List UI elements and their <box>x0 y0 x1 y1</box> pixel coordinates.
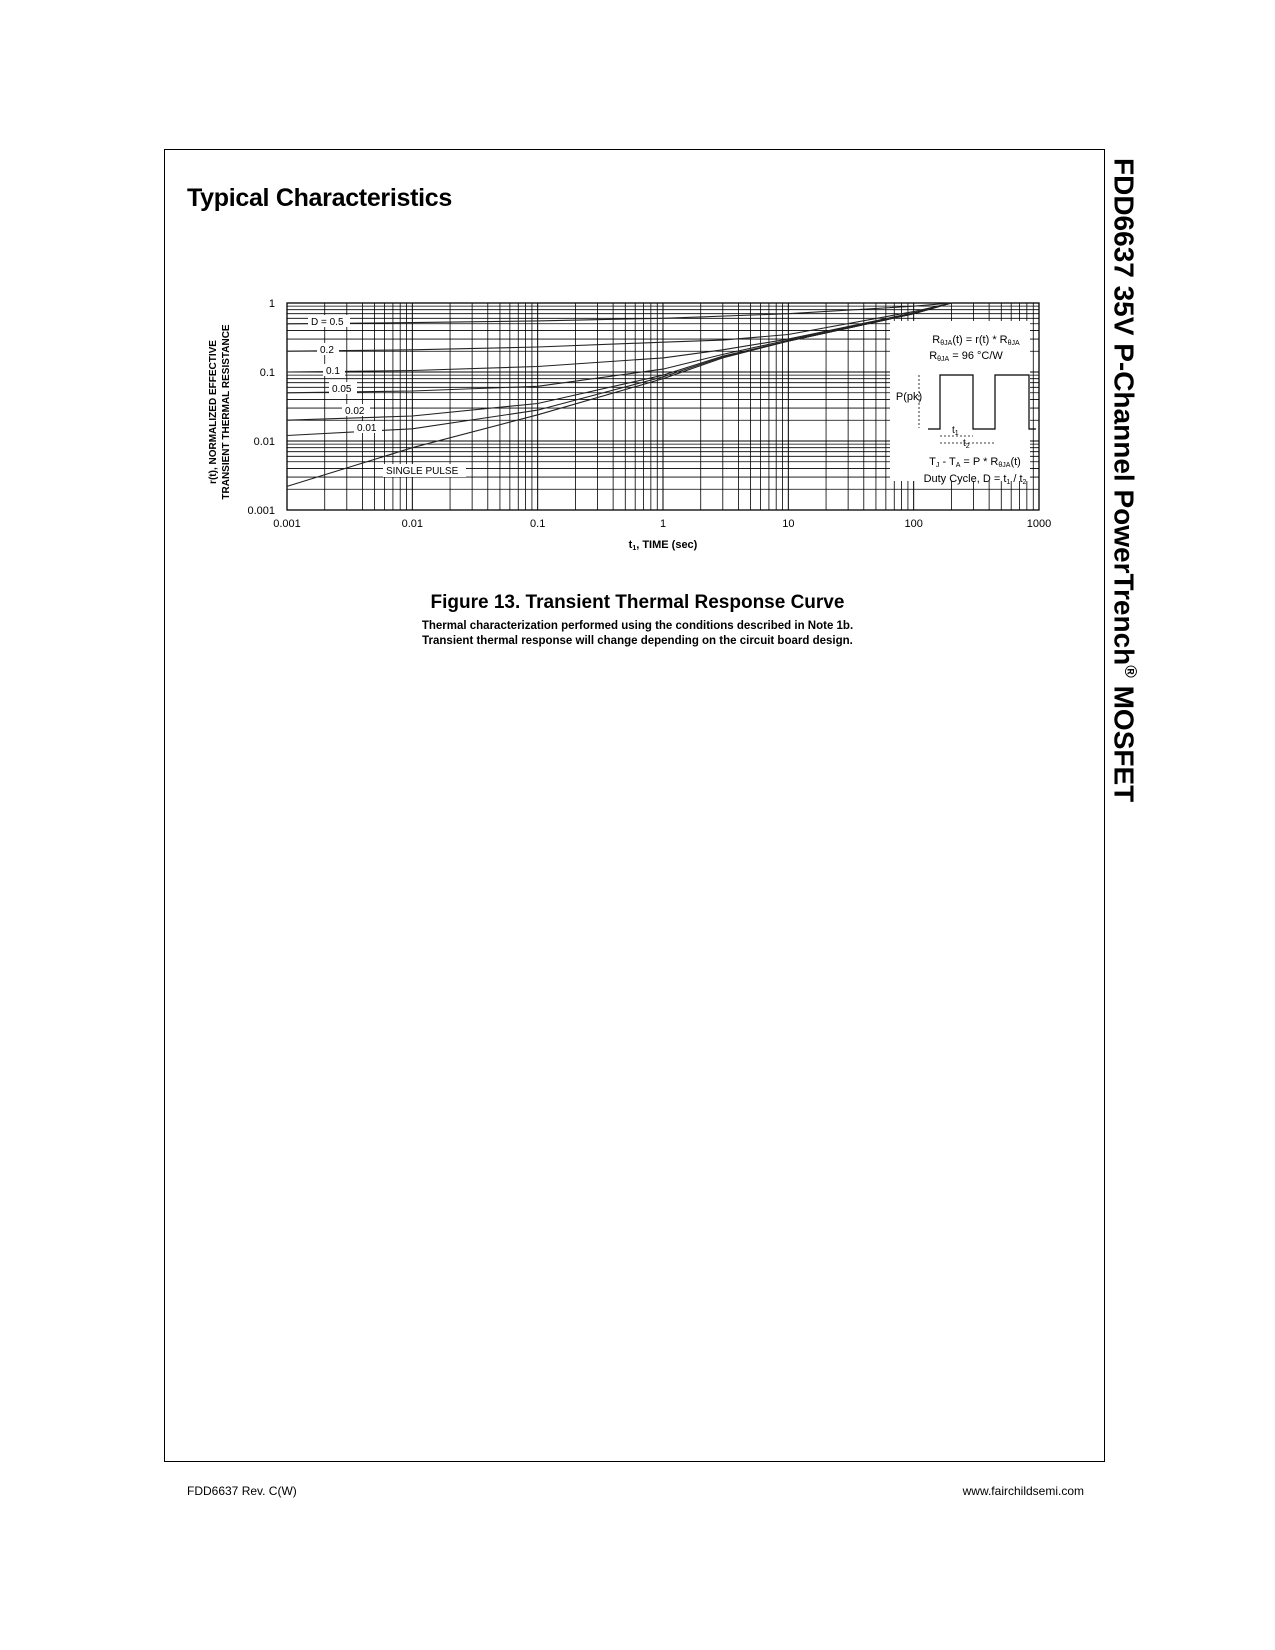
series-line-3 <box>287 303 951 393</box>
figure-note <box>0 619 1275 649</box>
y-tick-label: 0.1 <box>259 367 275 379</box>
series-label-002: 0.02 <box>345 406 365 417</box>
x-axis-label: t1, TIME (sec) <box>628 539 698 552</box>
transient-thermal-chart <box>200 290 1060 560</box>
x-tick-label: 0.001 <box>273 518 301 530</box>
footer-revision: FDD6637 Rev. C(W) <box>187 1484 297 1498</box>
side-title-text: FDD6637 35V P-Channel PowerTrench <box>1108 158 1140 666</box>
y-tick-label: 0.001 <box>247 505 275 517</box>
figure-note-line1: Thermal characterization performed using the conditions described in Note 1b. <box>421 620 854 632</box>
formula-line1: RθJA(t) = r(t) * RθJA <box>932 334 1020 347</box>
series-line-4 <box>287 303 951 420</box>
series-label-02: 0.2 <box>320 345 334 356</box>
y-tick-label: 1 <box>268 298 275 310</box>
y-axis-label-line2: TRANSIENT THERMAL RESISTANCE <box>221 324 232 500</box>
formula-line2: RθJA = 96 °C/W <box>929 350 1003 363</box>
series-label-01: 0.1 <box>326 366 340 377</box>
ppk-label: P(pk) <box>895 391 923 403</box>
x-tick-label: 1 <box>659 518 667 530</box>
section-title: Typical Characteristics <box>187 184 452 212</box>
x-tick-label: 0.1 <box>530 518 546 530</box>
x-tick-label: 1000 <box>1026 518 1052 530</box>
t2-label: $t_2$ <box>963 438 970 450</box>
x-tick-label: 0.01 <box>401 518 424 530</box>
x-tick-label: 100 <box>904 518 923 530</box>
side-title <box>1108 158 1140 802</box>
figure-note-line2: Transient thermal response will change depending on the circuit board design. <box>422 635 853 647</box>
tj-formula: TJ - TA = P * RθJA(t) <box>929 456 1021 469</box>
footer-website[interactable]: www.fairchildsemi.com <box>962 1484 1084 1498</box>
registered-mark: ® <box>1121 665 1140 678</box>
y-tick-label: 0.01 <box>253 436 275 448</box>
side-title-suffix: MOSFET <box>1108 677 1140 803</box>
duty-cycle-formula: Duty Cycle, D = t1 / t2 <box>923 473 1027 486</box>
series-label-d05: D = 0.5 <box>311 317 344 328</box>
x-tick-label: 10 <box>782 518 795 530</box>
y-axis-label-line1: r(t), NORMALIZED EFFECTIVE <box>208 340 219 484</box>
series-label-001: 0.01 <box>357 423 377 434</box>
series-label-single-pulse: SINGLE PULSE <box>386 466 459 477</box>
inset-annotation <box>890 321 1036 486</box>
t1-label: $t_1$ <box>952 425 959 437</box>
figure-caption: Figure 13. Transient Thermal Response Curve <box>430 592 845 613</box>
y-axis-label <box>208 324 232 500</box>
series-label-005: 0.05 <box>332 384 352 395</box>
